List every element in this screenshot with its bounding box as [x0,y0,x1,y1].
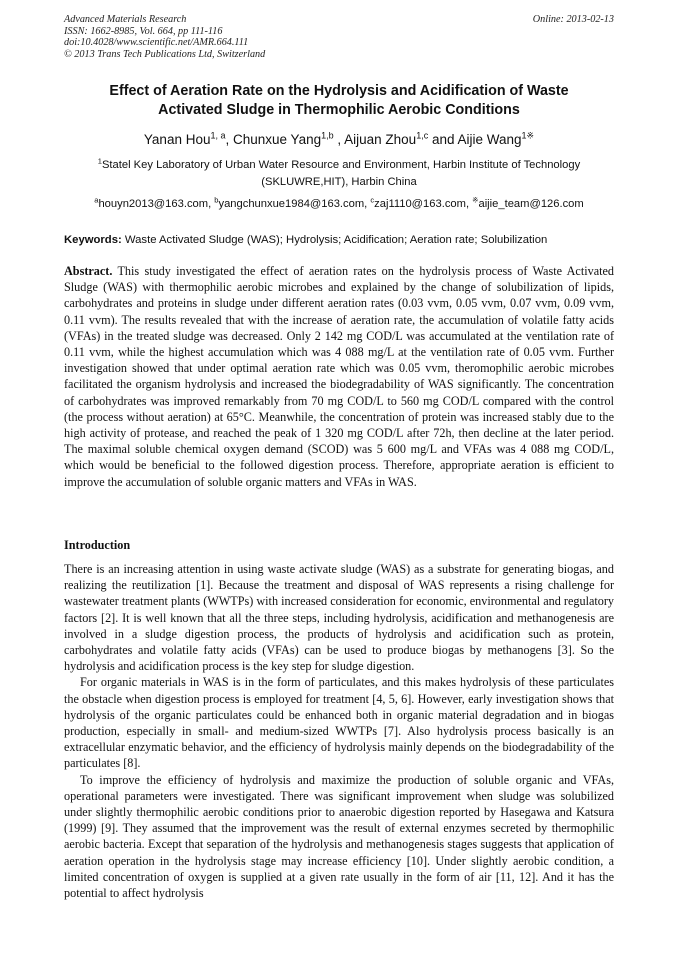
abstract [64,263,614,490]
journal-meta [64,14,265,60]
journal-name: Advanced Materials Research [64,14,187,25]
email-mark: b [214,195,219,205]
title-line-1: Effect of Aeration Rate on the Hydrolysis and Acidification of Waste [109,83,569,99]
online-date: Online: 2013-02-13 [532,14,614,25]
doi-line: doi:10.4028/www.scientific.net/AMR.664.111 [64,37,249,49]
author-name: Chunxue Yang [233,132,322,147]
email-mark: a [94,195,99,205]
abstract-label: Abstract. [64,264,113,278]
affiliation-line-1: Statel Key Laboratory of Urban Water Resource and Environment, Harbin Institute of Technology [101,159,581,171]
author-affil-mark: 1, a [210,130,226,141]
title-line-2: Activated Sludge in Thermophilic Aerobic Conditions [158,102,520,118]
author-separator: , [333,132,345,147]
paragraph: For organic materials in WAS is in the form of particulates, and this makes hydrolysis of these particulates the obstacle when digestion process is employed for treatment [4, 5, 6]. However, early investigation shows that hydrolysis of the organic particulates could be enhanced both in organic material degradation and in biogas production, especially in small- and medium-sized WWTPs [7]. Also hydrolysis process basically is an extracellular enzymatic behavior, and the efficiency of hydrolysis mainly depends on the biodegradability of the particulates [8]. [64,675,614,771]
affiliation [60,157,618,191]
paragraph: There is an increasing attention in using waste activate sludge (WAS) as a substrate for generating biogas, and realizing the reutilization [1]. Because the treatment and disposal of WAS represents a rising challenge for wastewater treatment plants (WWTPs) with increased consideration for economic, environmental and regulatory factors [2]. It is well known that all the three steps, including hydrolysis, acidification and methanogenesis are involved in a sludge digestion process, the products of hydrolysis and acidification such as protein, carbohydrates and volatile fatty acids (VFAs) can be used to produce biogas by methanogens [3]. So the hydrolysis and acidification process is the key step for sludge digestion. [64,562,614,674]
abstract-text: This study investigated the effect of aeration rates on the hydrolysis process of Waste Activated Sludge (WAS) with thermophilic aerobic microbes and explained by the change of solubilization of lipids, carbohydrates and proteins in sludge under different aeration rates (0.03 vvm, 0.05 vvm, 0.07 vvm, 0.09 vvm, 0.11 vvm). The results revealed that with the increase of aeration rate, the accumulation of volatile fatty acids (VFAs) in the treated sludge was decreased. Only 2 142 mg COD/L was accumulated at the ventilation rate of 0.11 vvm, while the highest accumulation which was 4 088 mg/L at the ventilation rate of 0.05 vvm. Further investigation showed that under optimal aeration rate which was 0.05 vvm, theromophilic aerobic microbes facilitated the organism hydrolysis and increased the biodegradability of WAS significantly. The concentration of carbohydrates was improved remarkably from 70 mg COD/L to 560 mg COD/L compared with the control (the process without aeration) at 65°C. Meanwhile, the concentration of protein was increased stably due to the high activity of protease, and reached the peak of 1 320 mg COD/L after 72h, then decline at the later period. The maximal soluble chemical oxygen demand (SCOD) was 5 600 mg/L and VFAs was 4 088 mg COD/L, which would be beneficial to the followed digestion process. Therefore, appropriate aeration is efficient to improve the accumulation of soluble organic matters and VFAs in WAS. [64,264,614,489]
email-address[interactable]: houyn2013@163.com, [98,198,215,210]
author-affil-mark: 1,c [416,130,429,141]
author-list [64,131,614,149]
keywords-label: Keywords: [64,234,122,246]
paragraph: To improve the efficiency of hydrolysis and maximize the production of soluble organic and VFAs, operational parameters were investigated. There was significant improvement when sludge was solubilized under slightly thermophilic aerobic conditions prior to anaerobic digestion reported by Hasegawa and Katsura (1999) [9]. They assumed that the improvement was the result of external enzymes secreted by thermophilic aerobic bacteria. Except that separation of the hydrolysis and methanogenesis stages suggests that application of aeration operation in the hydrolysis stage may increase efficiency [10]. Under slightly aerobic condition, a limited concentration of oxygen is supplied at a given rate usually in the form of air [11, 12]. And it has the potential to affect hydrolysis [64,772,614,901]
author-affil-mark: 1,b [321,130,334,141]
keywords-text: Waste Activated Sludge (WAS); Hydrolysis; Acidification; Aeration rate; Solubilization [121,234,548,246]
author-separator: and [428,132,458,147]
email-address[interactable]: yangchunxue1984@163.com, [218,198,371,210]
author-affil-mark: 1※ [521,130,535,141]
email-address[interactable]: aijie_team@126.com [478,198,584,210]
affiliation-mark: 1 [97,156,102,166]
introduction-body [64,561,614,901]
copyright-line: © 2013 Trans Tech Publications Ltd, Switzerland [64,48,266,60]
email-mark: c [370,195,375,205]
author-name: Aijie Wang [457,132,522,147]
email-mark: ※ [472,195,479,205]
author-name: Aijuan Zhou [344,132,417,147]
email-list [60,196,618,212]
email-address[interactable]: zaj1110@163.com, [374,198,473,210]
paper-title [64,82,614,120]
keywords [64,233,614,247]
issn-line: ISSN: 1662-8985, Vol. 664, pp 111-116 [64,25,223,37]
affiliation-line-2: (SKLUWRE,HIT), Harbin China [261,176,417,188]
author-separator: , [225,132,234,147]
author-name: Yanan Hou [143,132,211,147]
section-heading-introduction: Introduction [64,538,131,552]
